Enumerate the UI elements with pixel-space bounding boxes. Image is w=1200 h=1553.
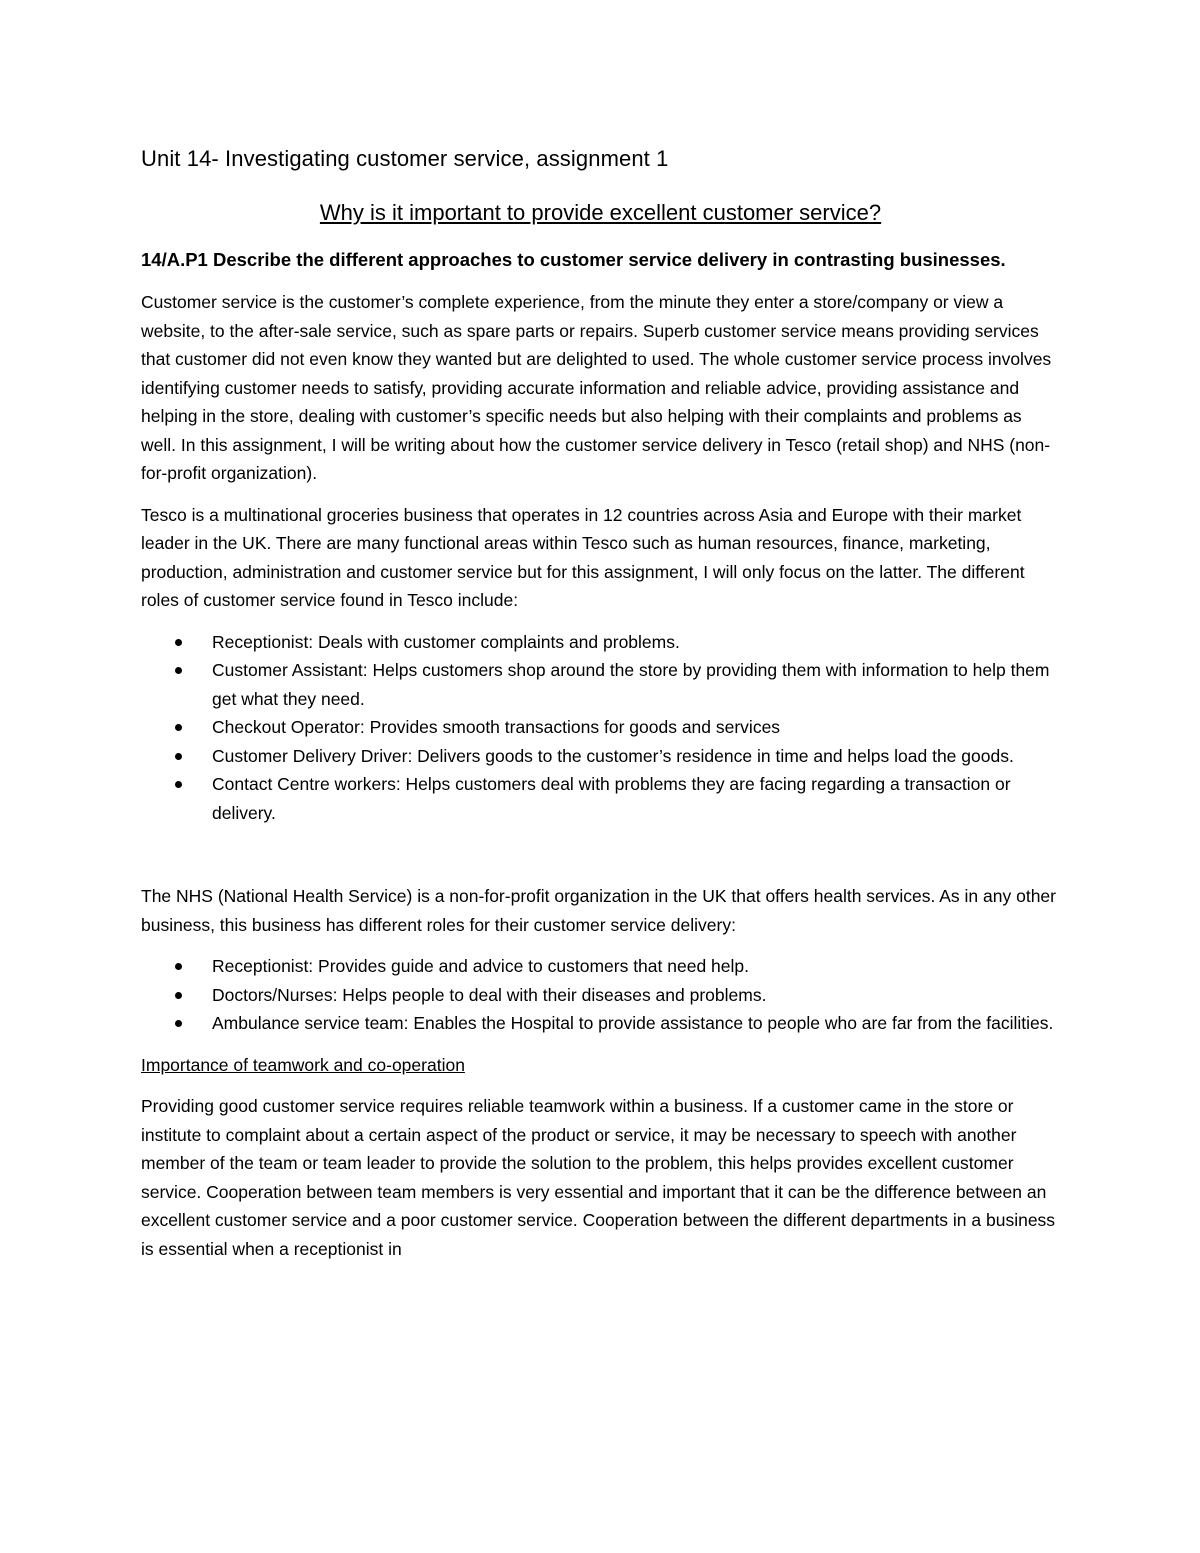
intro-paragraph: Customer service is the customer’s complete experience, from the minute they enter a store/company or view a website, to the after-sale service, such as spare parts or repairs. Superb customer service means providing services that customer did not even know they wanted but are delighted to used. The whole customer service process involves identifying customer needs to satisfy, providing accurate information and reliable advice, providing assistance and helping in the store, dealing with customer’s specific needs but also helping with their complaints and problems as well. In this assignment, I will be writing about how the customer service delivery in Tesco (retail shop) and NHS (non-for-profit organization). <box>141 292 1052 483</box>
bullet-icon <box>175 1020 182 1027</box>
nhs-roles-list <box>141 952 1060 1038</box>
list-item <box>212 656 1060 713</box>
blank-line <box>141 840 1060 882</box>
teamwork-heading: Importance of teamwork and co-operation <box>141 1054 465 1075</box>
list-item <box>212 628 1060 657</box>
teamwork-paragraph: Providing good customer service requires reliable teamwork within a business. If a customer came in the store or institute to complaint about a certain aspect of the product or service, it may be necessary to speech with another member of the team or team leader to provide the solution to the problem, this helps provides excellent customer service. Cooperation between team members is very essential and important that it can be the difference between an excellent customer service and a poor customer service. Cooperation between the different departments in a business is essential when a receptionist in <box>141 1096 1056 1259</box>
tesco-roles-list <box>141 628 1060 828</box>
document-subtitle: Why is it important to provide excellent customer service? <box>319 200 882 225</box>
bullet-icon <box>175 781 182 788</box>
list-item <box>212 1009 1060 1038</box>
tesco-paragraph: Tesco is a multinational groceries business that operates in 12 countries across Asia and Europe with their market leader in the UK. There are many functional areas within Tesco such as human resources, finance, marketing, production, administration and customer service but for this assignment, I will only focus on the latter. The different roles of customer service found in Tesco include: <box>141 504 1025 610</box>
list-item <box>212 742 1060 771</box>
list-item-text: Customer Delivery Driver: Delivers goods to the customer’s residence in time and helps load the goods. <box>212 745 1014 766</box>
list-item-text: Checkout Operator: Provides smooth transactions for goods and services <box>212 717 781 737</box>
bullet-icon <box>175 963 182 970</box>
list-item-text: Ambulance service team: Enables the Hospital to provide assistance to people who are far from the facilities. <box>212 1013 1054 1033</box>
list-item <box>212 952 1060 981</box>
list-item-text: Receptionist: Deals with customer complaints and problems. <box>212 631 680 652</box>
list-item-text: Contact Centre workers: Helps customers deal with problems they are facing regarding a transaction or delivery. <box>212 774 1011 823</box>
bullet-icon <box>175 992 182 999</box>
list-item <box>212 770 1060 827</box>
list-item <box>212 713 1060 742</box>
bullet-icon <box>175 753 182 760</box>
bullet-icon <box>175 724 182 731</box>
list-item-text: Customer Assistant: Helps customers shop around the store by providing them with information to help them get what they need. <box>212 660 1050 709</box>
list-item <box>212 981 1060 1010</box>
list-item-text: Receptionist: Provides guide and advice to customers that need help. <box>212 956 749 976</box>
nhs-paragraph: The NHS (National Health Service) is a non-for-profit organization in the UK that offers health services. As in any other business, this business has different roles for their customer service delivery: <box>141 886 1056 935</box>
bullet-icon <box>175 667 182 674</box>
bullet-icon <box>175 639 182 646</box>
assessment-criterion: 14/A.P1 Describe the different approaches to customer service delivery in contrasting businesses. <box>141 249 1006 270</box>
document-title: Unit 14- Investigating customer service, assignment 1 <box>141 146 669 171</box>
list-item-text: Doctors/Nurses: Helps people to deal with their diseases and problems. <box>212 984 767 1005</box>
